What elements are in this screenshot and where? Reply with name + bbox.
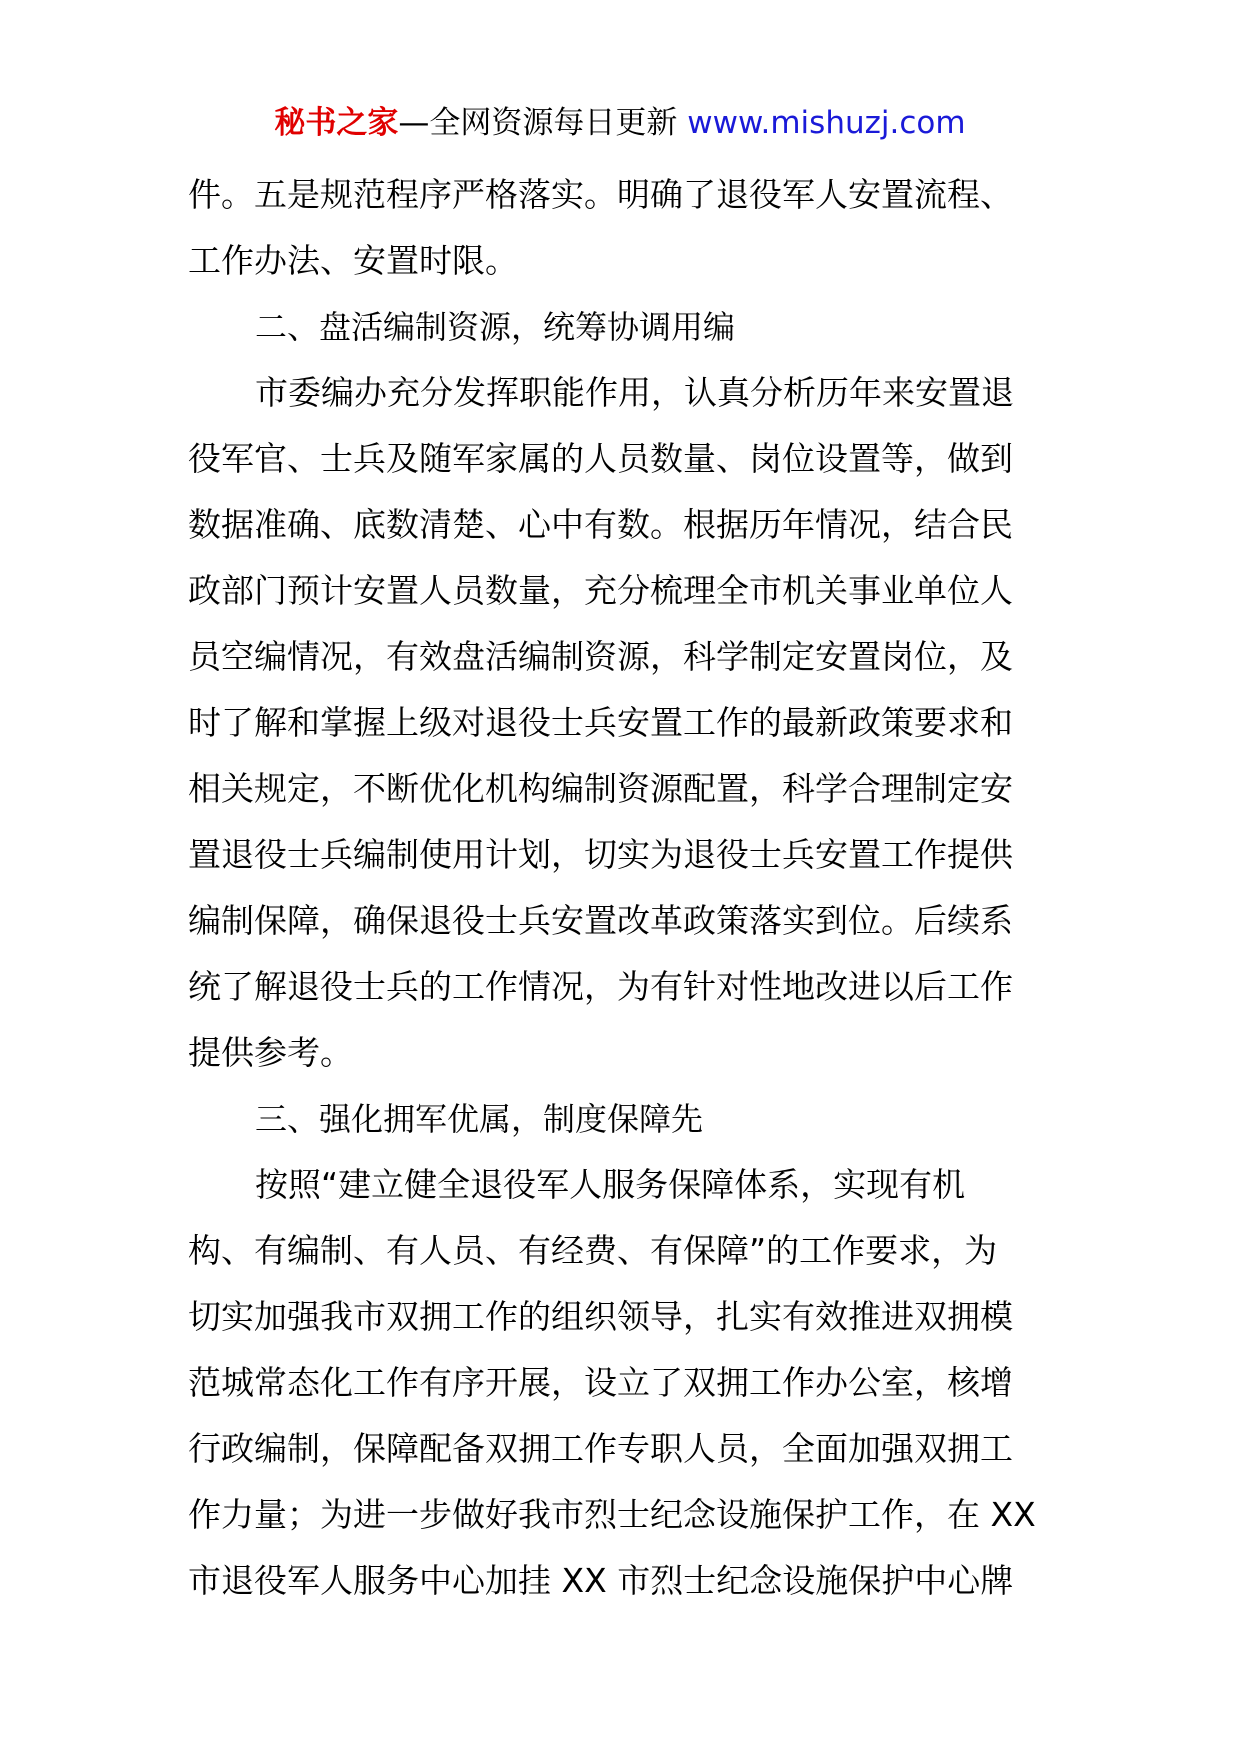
paragraph-line: 件。五是规范程序严格落实。明确了退役军人安置流程、 [188,175,1013,214]
paragraph-line: 范城常态化工作有序开展，设立了双拥工作办公室，核增 [188,1363,1013,1402]
paragraph-line: 行政编制，保障配备双拥工作专职人员，全面加强双拥工 [188,1429,1013,1468]
document-body [188,162,1058,1614]
site-url-link[interactable]: www.mishuzj.com [687,105,966,141]
paragraph-line: 构、有编制、有人员、有经费、有保障”的工作要求，为 [188,1231,998,1270]
paragraph-line: 编制保障，确保退役士兵安置改革政策落实到位。后续系 [188,901,1013,940]
site-tagline: —全网资源每日更新 [398,105,688,141]
paragraph-line: 市委编办充分发挥职能作用，认真分析历年来安置退 [255,373,1014,412]
paragraph-line: 役军官、士兵及随军家属的人员数量、岗位设置等，做到 [188,439,1013,478]
section-heading: 二、盘活编制资源，统筹协调用编 [255,308,736,346]
paragraph-line: 按照“建立健全退役军人服务保障体系，实现有机 [255,1165,966,1204]
paragraph-line: 时了解和掌握上级对退役士兵安置工作的最新政策要求和 [188,703,1013,742]
paragraph-line: 相关规定，不断优化机构编制资源配置，科学合理制定安 [188,769,1013,808]
paragraph-line: 提供参考。 [188,1033,353,1072]
paragraph-line: 政部门预计安置人员数量，充分梳理全市机关事业单位人 [188,571,1013,610]
paragraph-line: 数据准确、底数清楚、心中有数。根据历年情况，结合民 [188,505,1013,544]
paragraph-line: 工作办法、安置时限。 [188,241,518,280]
paragraph-line: 切实加强我市双拥工作的组织领导，扎实有效推进双拥模 [188,1297,1013,1336]
paragraph-line: 员空编情况，有效盘活编制资源，科学制定安置岗位，及 [188,637,1013,676]
paragraph-line: 统了解退役士兵的工作情况，为有针对性地改进以后工作 [188,967,1013,1006]
section-heading: 三、强化拥军优属，制度保障先 [255,1100,704,1138]
paragraph-line: 作力量；为进一步做好我市烈士纪念设施保护工作，在 XX [188,1495,1036,1534]
paragraph-line: 置退役士兵编制使用计划，切实为退役士兵安置工作提供 [188,835,1013,874]
site-brand: 秘书之家 [274,105,399,141]
paragraph-line: 市退役军人服务中心加挂 XX 市烈士纪念设施保护中心牌 [188,1561,1014,1600]
site-header [0,100,1240,146]
